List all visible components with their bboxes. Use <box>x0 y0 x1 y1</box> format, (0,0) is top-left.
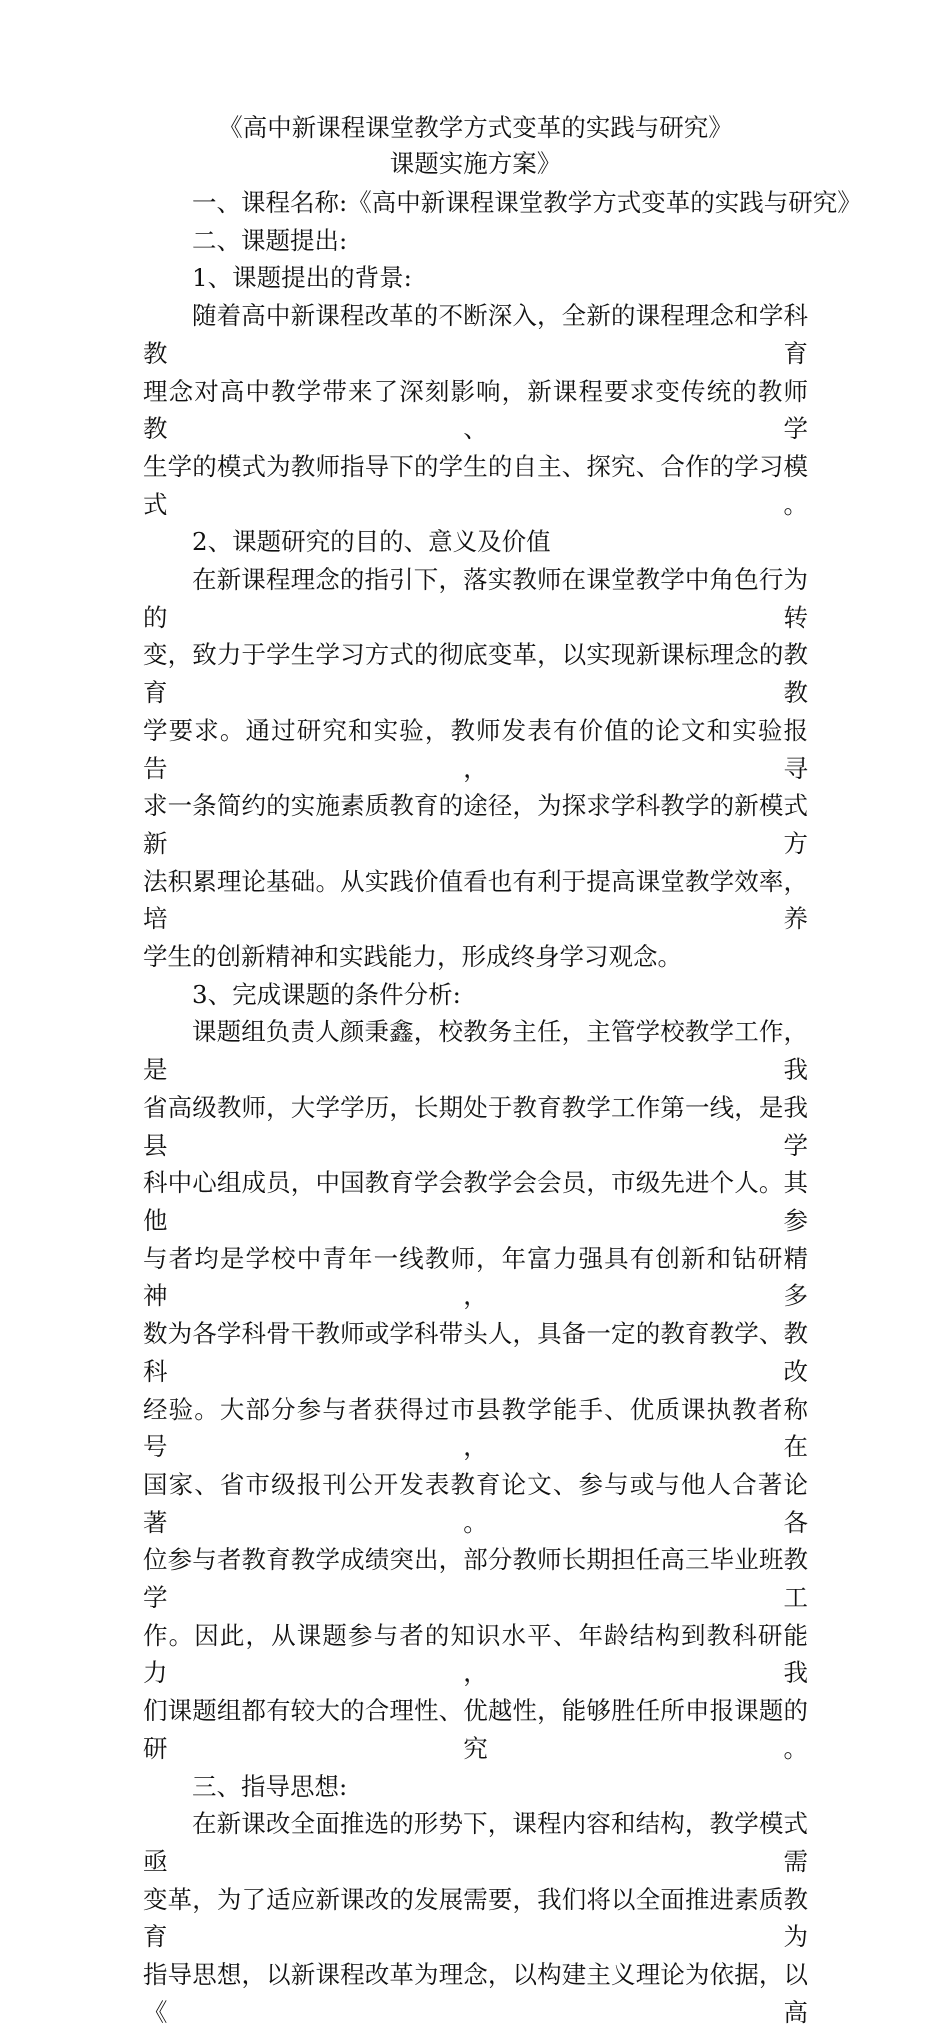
document-title: 《高中新课程课堂教学方式变革的实践与研究》 <box>218 113 733 142</box>
guiding-paragraph <box>143 1805 808 2031</box>
purpose-heading: 2、课题研究的目的、意义及价值 <box>192 527 551 557</box>
paragraph-line: 指导思想，以新课程改革为理念，以构建主义理论为依据，以《高 <box>143 1960 808 2027</box>
paragraph-line: 学要求。通过研究和实验，教师发表有价值的论文和实验报告，寻 <box>143 715 808 783</box>
paragraph-line: 生学的模式为教师指导下的学生的自主、探究、合作的学习模式。 <box>143 451 808 519</box>
paragraph-line: 随着高中新课程改革的不断深入，全新的课程理念和学科教育 <box>143 301 808 368</box>
paragraph-line: 与者均是学校中青年一线教师，年富力强具有创新和钻研精神，多 <box>143 1243 808 1311</box>
paragraph-line: 求一条简约的实施素质教育的途径，为探求学科教学的新模式新方 <box>143 791 808 858</box>
paragraph-line: 学生的创新精神和实践能力，形成终身学习观念。 <box>143 942 682 972</box>
paragraph-line: 法积累理论基础。从实践价值看也有利于提高课堂教学效率，培养 <box>143 866 808 934</box>
paragraph-line: 在新课改全面推选的形势下，课程内容和结构，教学模式亟需 <box>143 1809 808 1876</box>
paragraph-line: 位参与者教育教学成绩突出，部分教师长期担任高三毕业班教学工 <box>143 1545 808 1613</box>
paragraph-line: 在新课程理念的指引下，落实教师在课堂教学中角色行为的转 <box>143 565 808 632</box>
paragraph-line: 经验。大部分参与者获得过市县教学能手、优质课执教者称号，在 <box>143 1394 808 1462</box>
conditions-heading: 3、完成课题的条件分析: <box>192 979 461 1009</box>
guiding-heading: 三、指导思想: <box>192 1771 348 1801</box>
paragraph-line: 作。因此，从课题参与者的知识水平、年龄结构到教科研能力，我 <box>143 1620 808 1688</box>
paragraph-line: 数为各学科骨干教师或学科带头人，具备一定的教育教学、教科改 <box>143 1319 808 1386</box>
paragraph-line: 变革，为了适应新课改的发展需要，我们将以全面推进素质教育为 <box>143 1884 808 1952</box>
paragraph-line: 变，致力于学生学习方式的彻底变革，以实现新课标理念的教育教 <box>143 640 808 708</box>
paragraph-line: 国家、省市级报刊公开发表教育论文、参与或与他人合著论著。各 <box>143 1469 808 1537</box>
paragraph-line: 课题组负责人颜秉鑫，校教务主任，主管学校教学工作，是我 <box>143 1017 808 1085</box>
document-subtitle: 课题实施方案》 <box>389 149 562 178</box>
background-paragraph <box>143 297 808 523</box>
paragraph-line: 科中心组成员，中国教育学会教学会会员，市级先进个人。其他参 <box>143 1168 808 1235</box>
conditions-paragraph <box>143 1013 808 1767</box>
paragraph-line: 省高级教师，大学学历，长期处于教育教学工作第一线，是我县学 <box>143 1092 808 1160</box>
document-page <box>143 110 862 2031</box>
background-heading: 1、课题提出的背景: <box>192 263 412 293</box>
purpose-paragraph <box>143 561 808 976</box>
proposal-heading: 二、课题提出: <box>192 225 348 255</box>
course-name-heading: 一、课程名称:《高中新课程课堂教学方式变革的实践与研究》 <box>192 188 862 217</box>
paragraph-line: 们课题组都有较大的合理性、优越性，能够胜任所申报课题的研究。 <box>143 1696 808 1763</box>
paragraph-line: 理念对高中教学带来了深刻影响，新课程要求变传统的教师教、学 <box>143 376 808 444</box>
